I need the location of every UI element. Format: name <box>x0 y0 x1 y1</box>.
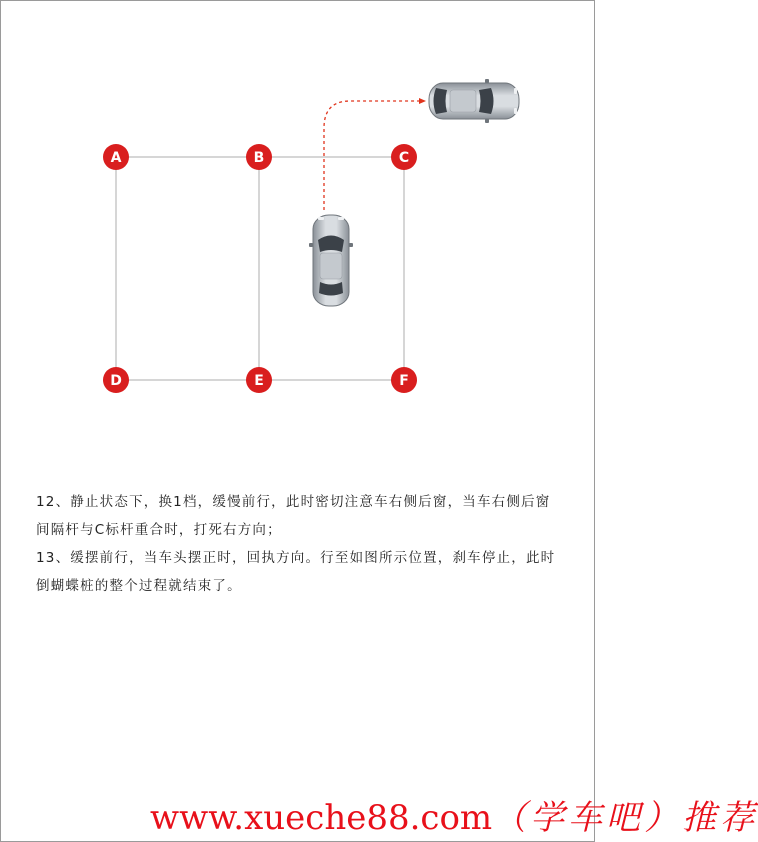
course-lines <box>116 157 404 380</box>
marker-d-label: D <box>110 373 122 389</box>
watermark-brand: （学车吧）推荐 <box>492 798 758 838</box>
marker-c-label: C <box>398 150 410 166</box>
path-arrowhead <box>419 98 426 104</box>
parking-diagram <box>0 0 595 480</box>
step-12-text: 12、静止状态下，换1档，缓慢前行，此时密切注意车右侧后窗，当车右侧后窗间隔杆与C标杆重合时，打死右方向； <box>36 494 551 538</box>
marker-b <box>246 144 272 170</box>
car-end-icon <box>429 79 519 123</box>
marker-f-label: F <box>399 373 409 389</box>
marker-e <box>246 367 272 393</box>
marker-f <box>391 367 417 393</box>
car-start-icon <box>309 215 353 306</box>
marker-c <box>391 144 417 170</box>
instructions <box>36 488 560 600</box>
step-13-text: 13、缓摆前行，当车头摆正时，回执方向。行至如图所示位置，刹车停止，此时倒蝴蝶桩的整个过程就结束了。 <box>36 550 556 594</box>
watermark-url: www.xueche88.com <box>150 798 493 838</box>
site-watermark <box>150 790 758 839</box>
marker-a-label: A <box>110 150 122 166</box>
marker-a <box>103 144 129 170</box>
marker-b-label: B <box>253 150 265 166</box>
marker-e-label: E <box>254 373 264 389</box>
marker-d <box>103 367 129 393</box>
